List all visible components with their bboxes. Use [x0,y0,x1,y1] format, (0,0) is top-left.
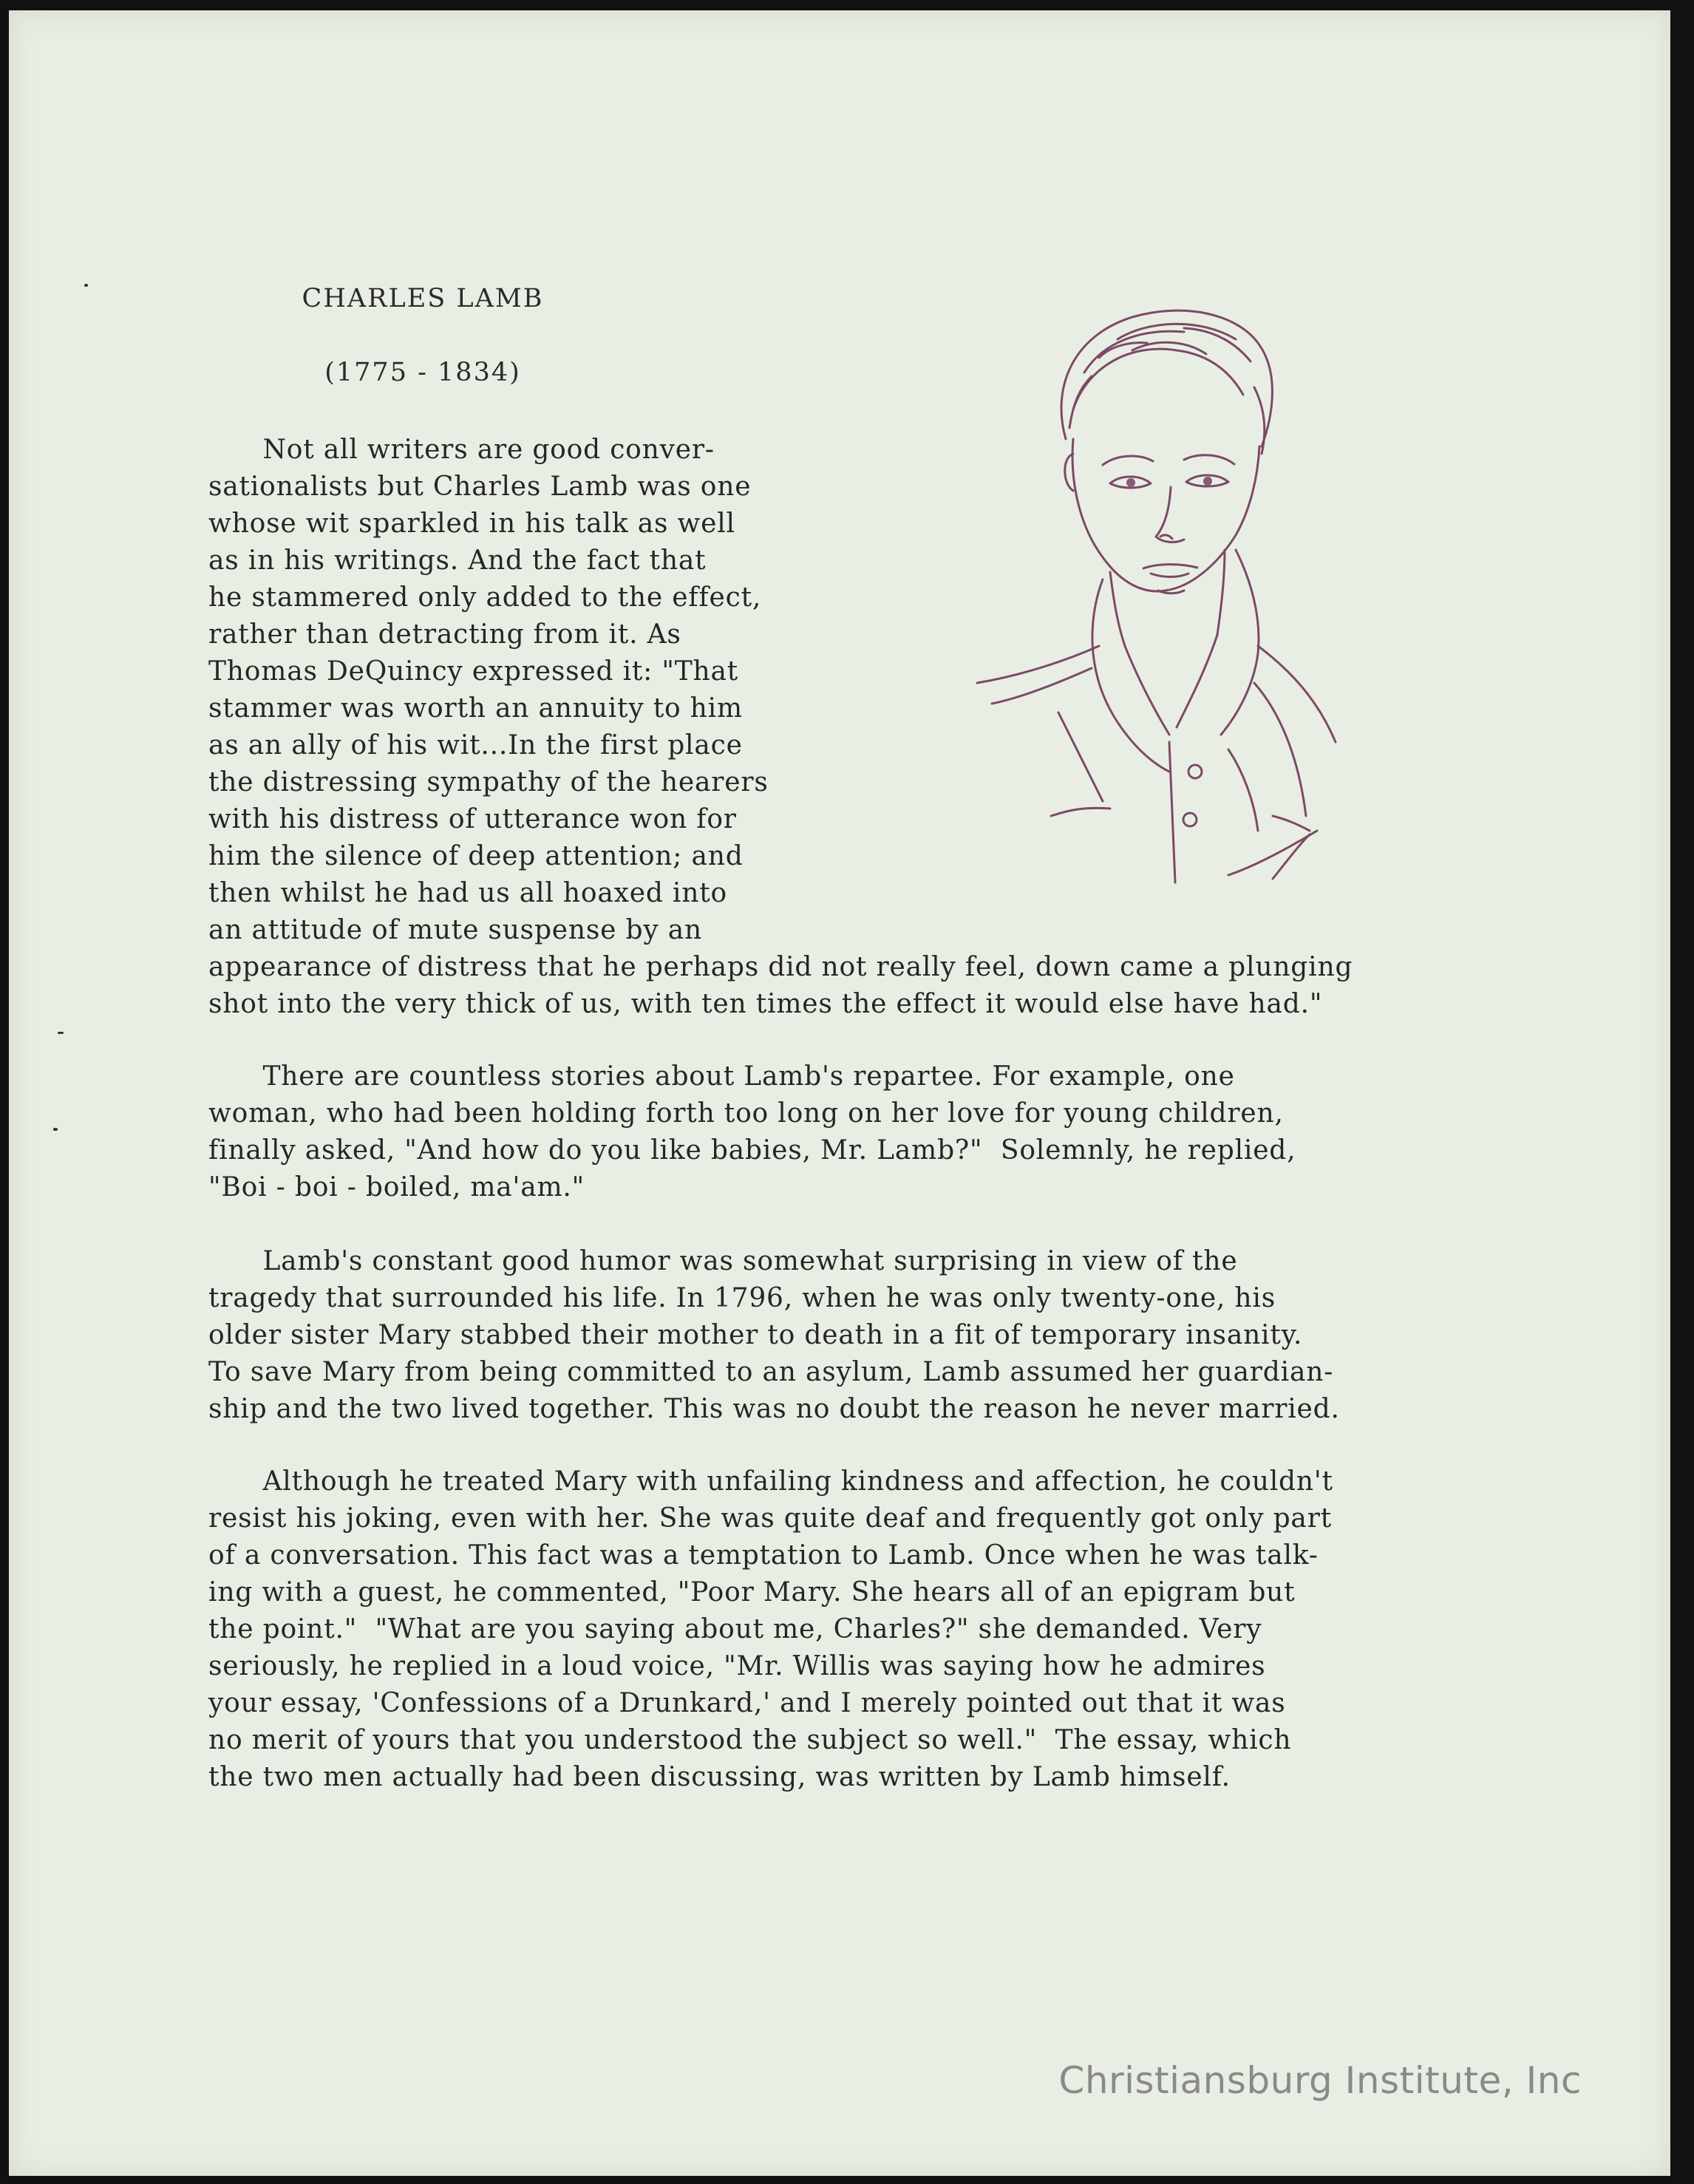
scan-speck [53,1128,58,1131]
page-title: CHARLES LAMB [302,284,544,313]
text-line: To save Mary from being committed to an asylum, Lamb assumed her guardian- [208,1357,1334,1387]
text-line: the point." "What are you saying about me, Charles?" she demanded. Very [208,1614,1262,1644]
text-line: he stammered only added to the effect, [208,582,762,613]
scan-speck [84,284,88,287]
text-line: rather than detracting from it. As [208,619,681,650]
text-line: Although he treated Mary with unfailing kindness and affection, he couldn't [208,1466,1333,1497]
text-line: as an ally of his wit...In the first place [208,730,743,761]
text-line: tragedy that surrounded his life. In 1796, when he was only twenty-one, his [208,1283,1276,1313]
text-line: stammer was worth an annuity to him [208,693,743,724]
portrait-sketch-icon [962,299,1347,912]
text-line: finally asked, "And how do you like babies, Mr. Lamb?" Solemnly, he replied, [208,1135,1296,1166]
life-dates: (1775 - 1834) [324,358,521,387]
text-line: ing with a guest, he commented, "Poor Mary. She hears all of an epigram but [208,1577,1296,1608]
text-line: seriously, he replied in a loud voice, "Mr. Willis was saying how he admires [208,1651,1266,1681]
text-line: older sister Mary stabbed their mother to death in a fit of temporary insanity. [208,1320,1303,1350]
text-line: him the silence of deep attention; and [208,841,744,871]
text-line: no merit of yours that you understood the subject so well." The essay, which [208,1725,1292,1755]
text-line: shot into the very thick of us, with ten times the effect it would else have had." [208,989,1323,1019]
text-line: whose wit sparkled in his talk as well [208,508,735,539]
text-line: as in his writings. And the fact that [208,545,707,576]
text-line: the distressing sympathy of the hearers [208,767,769,797]
text-line: the two men actually had been discussing, was written by Lamb himself. [208,1762,1231,1792]
text-line: Lamb's constant good humor was somewhat surprising in view of the [208,1246,1238,1276]
watermark: Christiansburg Institute, Inc [1058,2059,1582,2102]
text-line: resist his joking, even with her. She was quite deaf and frequently got only part [208,1503,1332,1534]
text-line: ship and the two lived together. This was no doubt the reason he never married. [208,1394,1340,1424]
text-line: an attitude of mute suspense by an [208,915,702,945]
document-page [9,10,1670,2176]
text-line: your essay, 'Confessions of a Drunkard,' and I merely pointed out that it was [208,1688,1286,1718]
text-line: sationalists but Charles Lamb was one [208,472,752,502]
text-line: "Boi - boi - boiled, ma'am." [208,1172,585,1202]
text-line: woman, who had been holding forth too long on her love for young children, [208,1098,1284,1129]
text-line: with his distress of utterance won for [208,804,737,834]
scan-speck [58,1032,64,1034]
text-line: then whilst he had us all hoaxed into [208,878,727,908]
text-line: There are countless stories about Lamb's repartee. For example, one [208,1061,1235,1092]
text-line: of a conversation. This fact was a temptation to Lamb. Once when he was talk- [208,1540,1319,1571]
text-line: appearance of distress that he perhaps did not really feel, down came a plunging [208,952,1353,982]
text-line: Thomas DeQuincy expressed it: "That [208,656,739,687]
text-line: Not all writers are good conver- [208,435,715,465]
